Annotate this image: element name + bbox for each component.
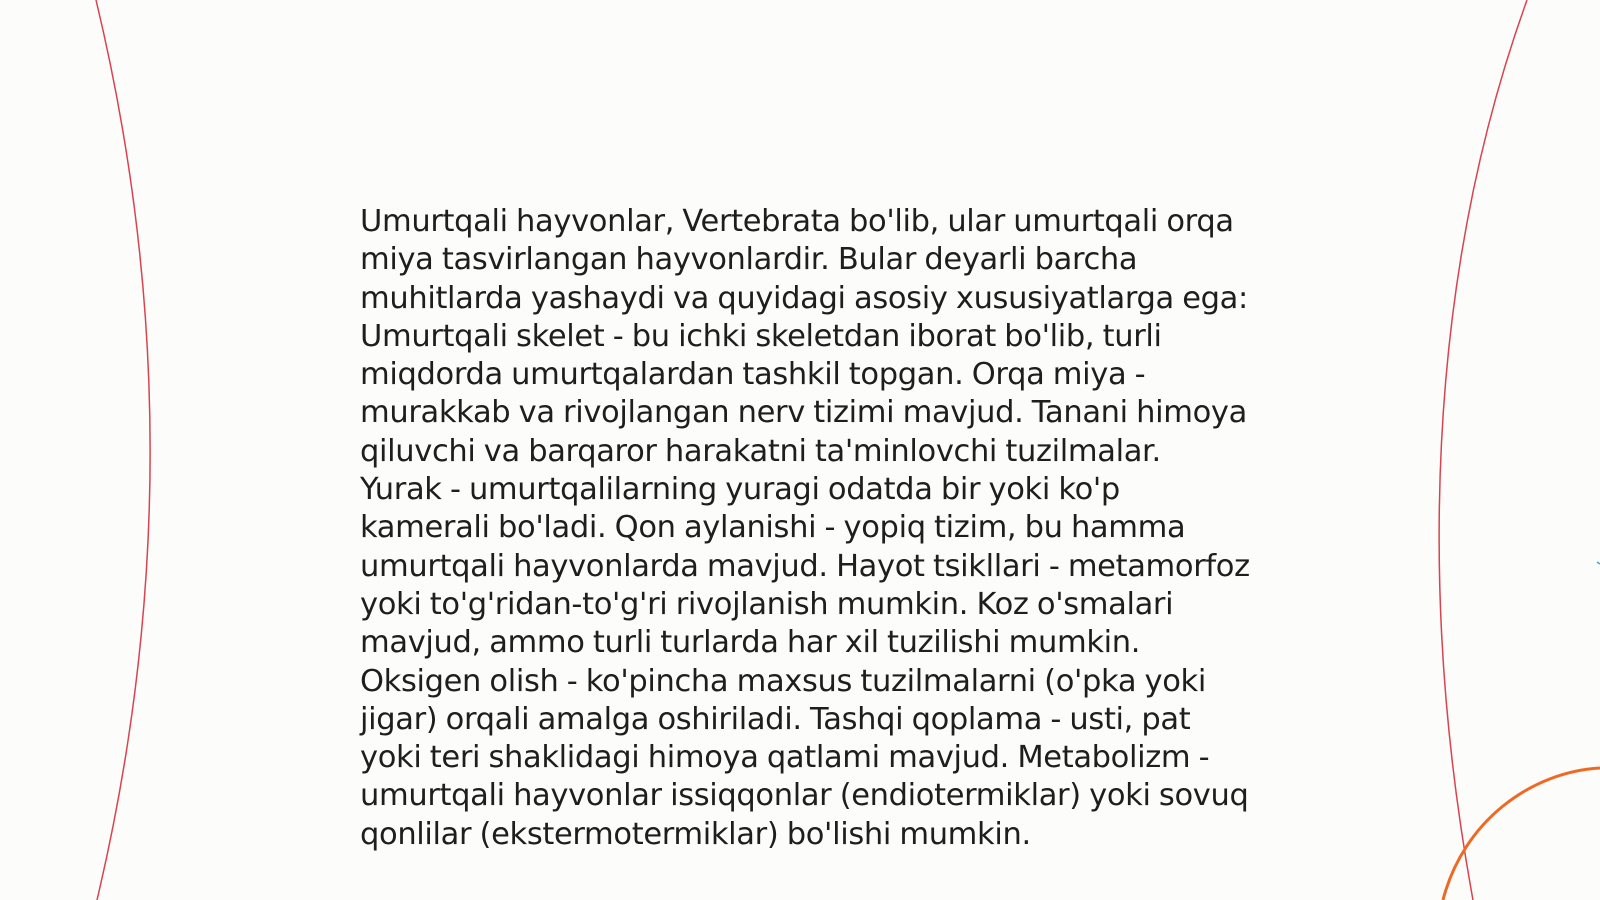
right-arc-line [1439, 0, 1527, 900]
orange-corner-arc [1443, 768, 1600, 900]
left-arc-line [96, 0, 150, 900]
slide-body-text: Umurtqali hayvonlar, Vertebrata bo'lib, ular umurtqali orqa miya tasvirlangan hayvonlardir. Bular deyarli barcha muhitlarda yashaydi va quyidagi asosiy xususiyatlarga ega: Umurtqali skelet - bu ichki skeletdan iborat bo'lib, turli miqdorda umurtqalardan tashkil topgan. Orqa miya - murakkab va rivojlangan nerv tizimi mavjud. Tanani himoya qiluvchi va barqaror harakatni ta'minlovchi tuzilmalar. Yurak - umurtqalilarning yuragi odatda bir yoki ko'p kamerali bo'ladi. Qon aylanishi - yopiq tizim, bu hamma umurtqali hayvonlarda mavjud. Hayot tsikllari - metamorfoz yoki to'g'ridan-to'g'ri rivojlanish mumkin. Koz o'smalari mavjud, ammo turli turlarda har xil tuzilishi mumkin. Oksigen olish - ko'pincha maxsus tuzilmalarni (o'pka yoki jigar) orqali amalga oshiriladi. Tashqi qoplama - usti, pat yoki teri shaklidagi himoya qatlami mavjud. Metabolizm - umurtqali hayvonlar issiqqonlar (endiotermiklar) yoki sovuq qonlilar (ekstermotermiklar) bo'lishi mumkin. [360, 204, 1250, 852]
